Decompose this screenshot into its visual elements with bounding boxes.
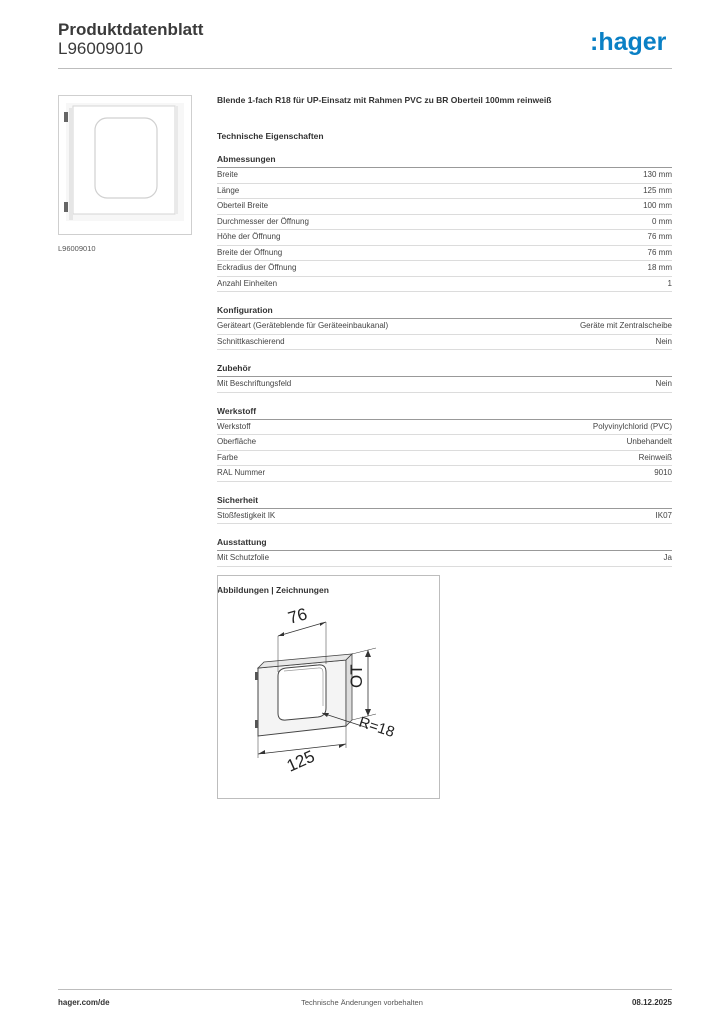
section-heading: Ausstattung: [217, 537, 672, 551]
spec-row: [217, 215, 672, 231]
page-title: Produktdatenblatt: [58, 20, 204, 39]
header-divider: [58, 68, 672, 69]
spec-value: 130 mm: [643, 170, 672, 179]
spec-value: 1: [667, 278, 672, 288]
section-heading: Zubehör: [217, 363, 672, 377]
spec-row: [217, 435, 672, 451]
spec-label: Geräteart (Geräteblende für Geräteeinbaukanal): [217, 321, 389, 330]
spec-value: 76 mm: [647, 247, 672, 257]
footer-website[interactable]: hager.com/de: [58, 998, 110, 1007]
spec-row: [217, 184, 672, 200]
logo-text: :hager: [590, 28, 667, 56]
spec-section: [217, 154, 672, 292]
spec-label: Schnittkaschierend: [217, 336, 285, 346]
spec-label: Oberfläche: [217, 437, 257, 446]
footer-divider: [58, 989, 672, 990]
spec-row: [217, 230, 672, 246]
spec-row: [217, 246, 672, 262]
spec-content: [217, 95, 672, 595]
tech-heading: Technische Eigenschaften: [217, 131, 324, 141]
spec-row: [217, 335, 672, 351]
spec-sections: [217, 154, 672, 567]
spec-value: 18 mm: [647, 263, 672, 272]
spec-row: [217, 377, 672, 393]
spec-label: Breite der Öffnung: [217, 247, 283, 257]
spec-label: Länge: [217, 185, 240, 195]
spec-row: [217, 319, 672, 335]
dim-length-label: 125: [283, 746, 318, 776]
dim-radius-label: R=18: [356, 713, 397, 742]
spec-value: Ja: [663, 553, 672, 562]
spec-label: Durchmesser der Öffnung: [217, 216, 309, 226]
spec-value: Reinweiß: [638, 452, 672, 462]
technical-drawing: [217, 575, 440, 799]
spec-label: Breite: [217, 170, 238, 179]
spec-label: Werkstoff: [217, 421, 251, 431]
spec-row: [217, 261, 672, 277]
spec-row: [217, 277, 672, 293]
spec-row: [217, 551, 672, 567]
product-image: [58, 95, 192, 235]
section-heading: Konfiguration: [217, 305, 672, 319]
footer-disclaimer: Technische Änderungen vorbehalten: [301, 998, 423, 1007]
spec-value: Nein: [655, 336, 672, 346]
spec-row: [217, 420, 672, 436]
dim-opening-label: 76: [285, 604, 310, 628]
figures-heading: Abbildungen | Zeichnungen: [217, 584, 329, 595]
spec-value: Geräte mit Zentralscheibe: [579, 321, 672, 330]
spec-label: Höhe der Öffnung: [217, 232, 281, 241]
spec-value: Nein: [655, 379, 672, 388]
spec-value: 76 mm: [647, 232, 672, 241]
spec-value: 0 mm: [652, 216, 672, 226]
spec-label: Oberteil Breite: [217, 201, 269, 210]
spec-label: Mit Schutzfolie: [217, 553, 270, 562]
spec-section: [217, 305, 672, 350]
spec-section: [217, 495, 672, 525]
spec-row: [217, 168, 672, 184]
product-title: Blende 1-fach R18 für UP-Einsatz mit Rahmen PVC zu BR Oberteil 100mm reinweiß: [217, 95, 552, 105]
section-heading: Sicherheit: [217, 495, 672, 509]
spec-label: RAL Nummer: [217, 468, 266, 477]
section-heading: Abmessungen: [217, 154, 672, 168]
dim-height-label: OT: [347, 664, 366, 688]
spec-section: [217, 406, 672, 482]
product-code: L96009010: [58, 39, 144, 58]
spec-row: [217, 199, 672, 215]
image-caption: L96009010: [58, 244, 96, 253]
spec-value: 125 mm: [643, 185, 672, 195]
spec-section: [217, 363, 672, 393]
spec-label: Anzahl Einheiten: [217, 278, 278, 288]
spec-section: [217, 537, 672, 567]
spec-value: 9010: [654, 468, 672, 477]
spec-row: [217, 451, 672, 467]
spec-label: Stoßfestigkeit IK: [217, 510, 276, 520]
section-heading: Werkstoff: [217, 406, 672, 420]
spec-label: Farbe: [217, 452, 238, 462]
spec-value: Unbehandelt: [626, 437, 672, 446]
spec-value: Polyvinylchlorid (PVC): [592, 421, 672, 431]
spec-label: Mit Beschriftungsfeld: [217, 379, 292, 388]
footer-date: 08.12.2025: [631, 998, 672, 1007]
spec-value: IK07: [655, 510, 672, 520]
hager-logo: [588, 26, 678, 60]
spec-row: [217, 509, 672, 525]
spec-row: [217, 466, 672, 482]
spec-value: 100 mm: [643, 201, 672, 210]
spec-label: Eckradius der Öffnung: [217, 263, 297, 272]
